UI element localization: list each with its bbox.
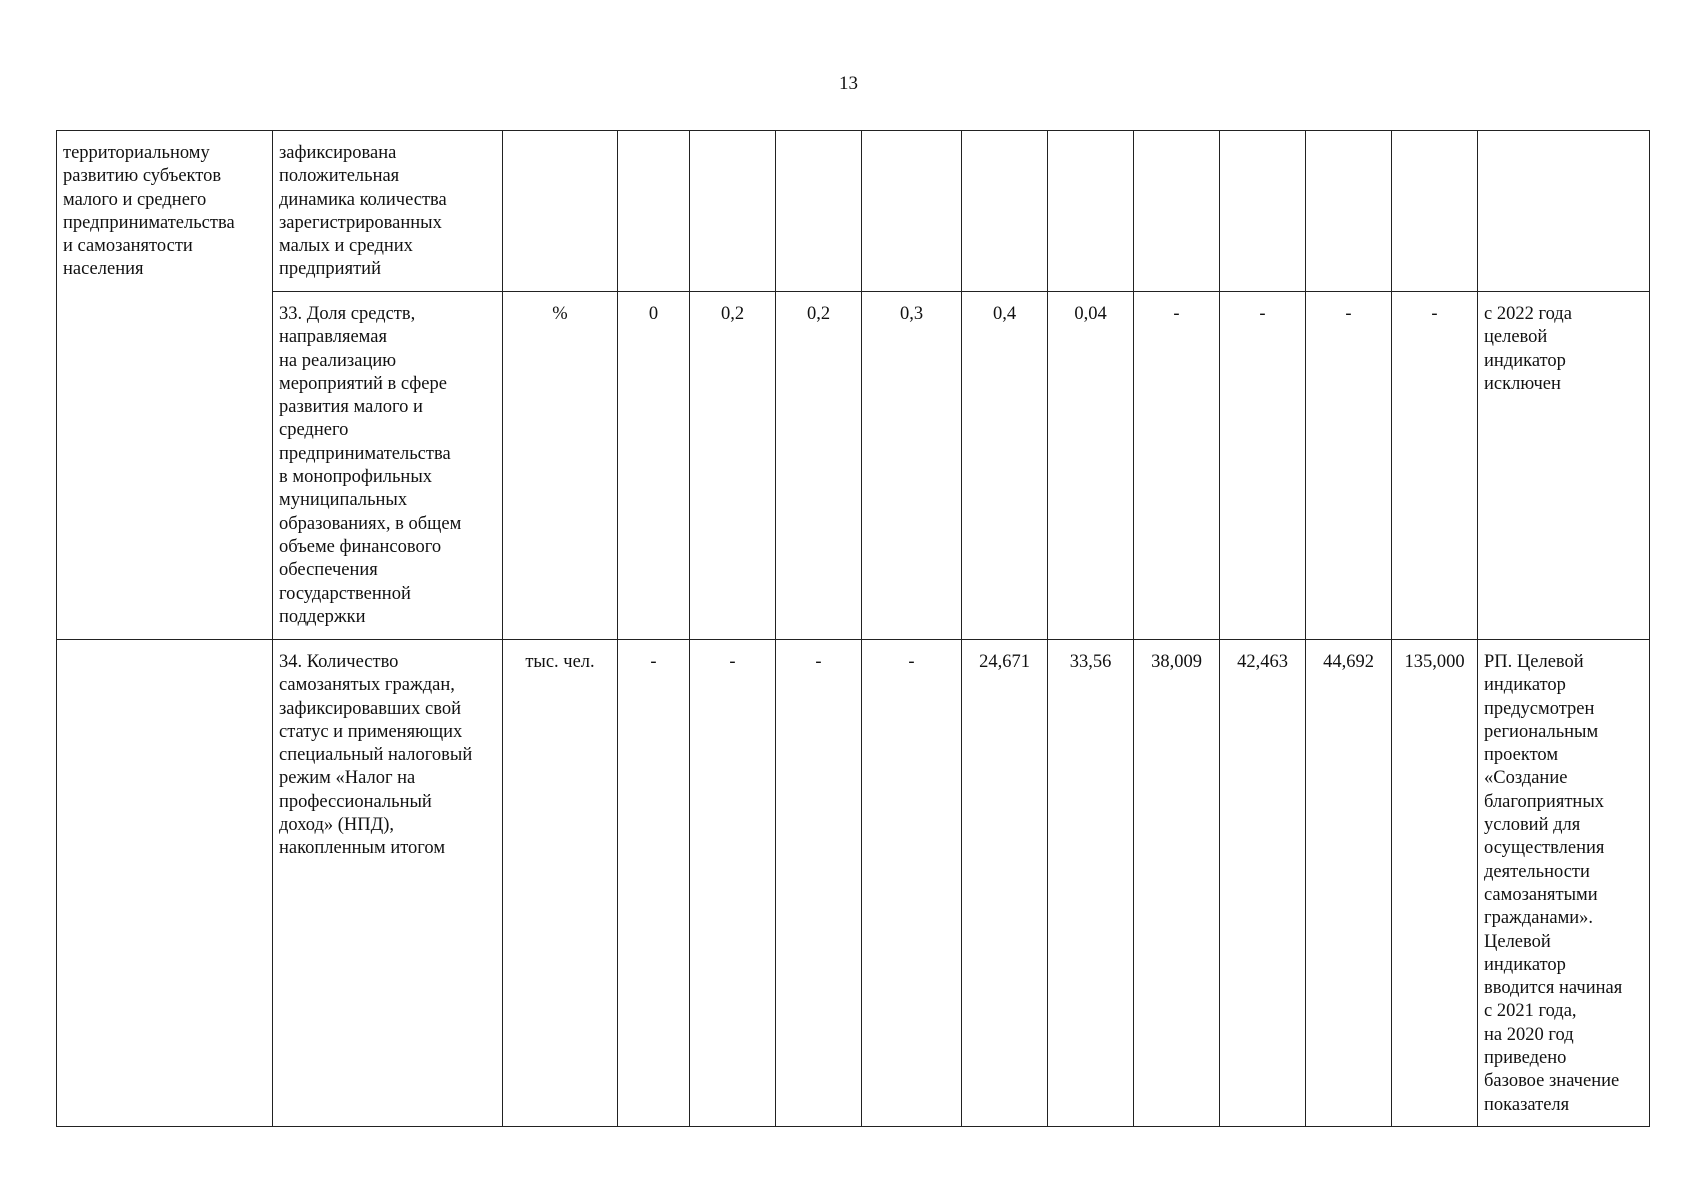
value-cell: 0,2: [776, 292, 862, 640]
note-cell: [1478, 640, 1650, 1127]
indicator-cell: [273, 131, 503, 292]
goal-text: территориальному развитию субъектов малого и среднего предпринимательства и самозанятости населения: [63, 143, 235, 280]
goal-cell: [57, 131, 273, 640]
value-cell: -: [1392, 292, 1478, 640]
note-cell: [1478, 131, 1650, 292]
value-cell: -: [1134, 292, 1220, 640]
value-cell: -: [1306, 292, 1392, 640]
goal-cell: [57, 640, 273, 1127]
value-cell: -: [618, 640, 690, 1127]
value-cell: [618, 131, 690, 292]
value-cell: -: [862, 640, 962, 1127]
value-cell: 0,04: [1048, 292, 1134, 640]
note-text: РП. Целевой индикатор предусмотрен региональным проектом «Создание благоприятных условий для осуществления деятельности самозанятыми гражданами». Целевой индикатор вводится начиная с 2021 года, на 2020 год приведено базовое значение показателя: [1484, 652, 1623, 1115]
unit-cell: [503, 131, 618, 292]
indicator-cell: [273, 292, 503, 640]
value-cell: [1134, 131, 1220, 292]
value-cell: [862, 131, 962, 292]
value-cell: 0,2: [690, 292, 776, 640]
value-cell: 24,671: [962, 640, 1048, 1127]
value-cell: [1392, 131, 1478, 292]
indicator-cell: [273, 640, 503, 1127]
indicator-text: 34. Количество самозанятых граждан, зафиксировавших свой статус и применяющих специальный налоговый режим «Налог на профессиональный доход» (НПД), накопленным итогом: [279, 652, 473, 859]
value-cell: 0: [618, 292, 690, 640]
value-cell: 0,3: [862, 292, 962, 640]
value-cell: -: [690, 640, 776, 1127]
page-number: 13: [839, 73, 858, 94]
value-cell: [690, 131, 776, 292]
value-cell: [1048, 131, 1134, 292]
table-row: [57, 640, 1650, 1127]
table-row: [57, 131, 1650, 292]
value-cell: [1306, 131, 1392, 292]
value-cell: 38,009: [1134, 640, 1220, 1127]
value-cell: 44,692: [1306, 640, 1392, 1127]
note-text: с 2022 года целевой индикатор исключен: [1484, 304, 1572, 394]
value-cell: 135,000: [1392, 640, 1478, 1127]
value-cell: 42,463: [1220, 640, 1306, 1127]
indicator-text: зафиксирована положительная динамика количества зарегистрированных малых и средних предприятий: [279, 143, 447, 280]
unit-cell: %: [503, 292, 618, 640]
value-cell: 33,56: [1048, 640, 1134, 1127]
value-cell: [776, 131, 862, 292]
value-cell: -: [1220, 292, 1306, 640]
value-cell: -: [776, 640, 862, 1127]
indicator-text: 33. Доля средств, направляемая на реализацию мероприятий в сфере развития малого и среднего предпринимательства в монопрофильных муниципальных образованиях, в общем объеме финансового обеспечения государственной поддержки: [279, 304, 462, 627]
value-cell: [1220, 131, 1306, 292]
value-cell: [962, 131, 1048, 292]
table-row: [57, 292, 1650, 640]
value-cell: 0,4: [962, 292, 1048, 640]
unit-cell: тыс. чел.: [503, 640, 618, 1127]
note-cell: [1478, 292, 1650, 640]
indicators-table: [56, 130, 1650, 1127]
